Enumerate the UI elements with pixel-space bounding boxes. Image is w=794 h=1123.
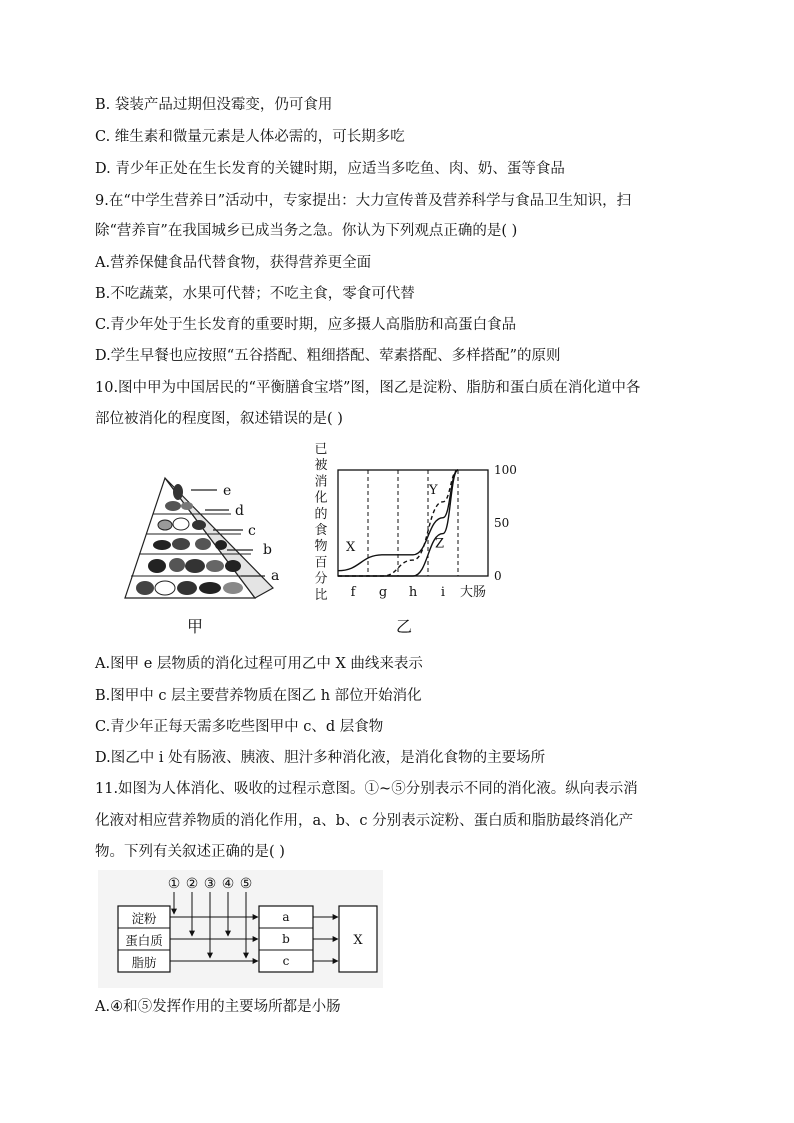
q9-option-b: B.不吃蔬菜，水果可代替；不吃主食，零食可代替	[95, 286, 415, 302]
pyramid-label-b: b	[263, 542, 272, 558]
q10-option-c: C.青少年正每天需多吃些图甲中 c、d 层食物	[95, 719, 384, 735]
q8-option-b: B. 袋装产品过期但没霉变，仍可食用	[95, 97, 333, 113]
nutrient-protein: 蛋白质	[125, 933, 163, 948]
q11-stem-line2: 化液对相应营养物质的消化作用，a、b、c 分别表示淀粉、蛋白质和脂肪最终消化产	[95, 813, 634, 829]
q10-stem-line2: 部位被消化的程度图，叙述错误的是( )	[95, 411, 343, 427]
ylabel-char: 食	[314, 523, 328, 538]
curve-label-Y: Y	[429, 482, 438, 498]
liquid-label: ⑤	[239, 876, 253, 892]
curve-label-X: X	[346, 539, 356, 555]
nutrient-fat: 脂肪	[131, 955, 157, 970]
ylabel-char: 已	[314, 442, 328, 457]
ytick-label: 50	[494, 516, 510, 530]
product-a: a	[282, 910, 290, 924]
product-b: b	[282, 932, 290, 946]
pyramid-label-a: a	[271, 568, 280, 584]
q9-option-d: D.学生早餐也应按照“五谷搭配、粗细搭配、荤素搭配、多样搭配”的原则	[95, 348, 561, 364]
final-x: X	[353, 933, 363, 948]
ylabel-char: 被	[314, 458, 328, 474]
ylabel-char: 百	[314, 555, 328, 571]
ylabel-char: 物	[314, 539, 328, 555]
q11-option-a: A.④和⑤发挥作用的主要场所都是小肠	[95, 999, 341, 1015]
liquid-label: ④	[221, 876, 235, 892]
xtick-label: g	[378, 585, 388, 600]
liquid-label: ①	[167, 876, 181, 892]
q10-stem-line1: 10.图中甲为中国居民的“平衡膳食宝塔”图，图乙是淀粉、脂肪和蛋白质在消化道中各	[95, 380, 641, 396]
q9-stem-line1: 9.在“中学生营养日”活动中，专家提出：大力宣传普及营养科学与食品卫生知识，扫	[95, 193, 632, 209]
pyramid-label-e: e	[223, 483, 232, 499]
q8-option-c: C. 维生素和微量元素是人体必需的，可长期多吃	[95, 129, 405, 145]
xtick-label: i	[440, 585, 446, 600]
product-c: c	[282, 954, 290, 968]
liquid-label: ②	[185, 876, 199, 892]
q10-option-a: A.图甲 e 层物质的消化过程可用乙中 X 曲线来表示	[95, 656, 423, 672]
graph-caption: 乙	[396, 617, 413, 636]
digestion-process-diagram	[98, 870, 383, 988]
curve-label-Z: Z	[435, 536, 445, 552]
q9-stem-line2: 除“营养盲”在我国城乡已成当务之急。你认为下列观点正确的是( )	[95, 223, 518, 239]
q11-stem-line3: 物。下列有关叙述正确的是( )	[95, 844, 285, 860]
q10-option-d: D.图乙中 i 处有肠液、胰液、胆汁多种消化液，是消化食物的主要场所	[95, 750, 546, 766]
ylabel-char: 分	[314, 571, 328, 587]
ytick-label: 100	[494, 463, 517, 477]
q9-option-c: C.青少年处于生长发育的重要时期，应多摄人高脂肪和高蛋白食品	[95, 317, 517, 333]
q8-option-d: D. 青少年正处在生长发育的关键时期，应适当多吃鱼、肉、奶、蛋等食品	[95, 161, 565, 177]
ylabel-char: 的	[314, 506, 328, 522]
q11-stem-line1: 11.如图为人体消化、吸收的过程示意图。①~⑤分别表示不同的消化液。纵向表示消	[95, 781, 638, 797]
ytick-label: 0	[494, 569, 502, 583]
ylabel-char: 比	[314, 587, 328, 603]
nutrient-starch: 淀粉	[131, 911, 157, 926]
q9-option-a: A.营养保健食品代替食物，获得营养更全面	[95, 255, 372, 271]
pyramid-caption: 甲	[187, 617, 204, 636]
q10-option-b: B.图甲中 c 层主要营养物质在图乙 h 部位开始消化	[95, 688, 422, 704]
pyramid-label-c: c	[248, 523, 256, 539]
ylabel-char: 化	[314, 490, 328, 506]
digestion-graph	[308, 436, 517, 638]
ylabel-char: 消	[314, 474, 328, 490]
xtick-label: 大肠	[459, 585, 487, 600]
food-pyramid-figure	[115, 470, 295, 640]
liquid-label: ③	[203, 876, 217, 892]
xtick-label: h	[408, 585, 418, 600]
xtick-label: f	[350, 585, 356, 600]
pyramid-label-d: d	[235, 503, 244, 519]
